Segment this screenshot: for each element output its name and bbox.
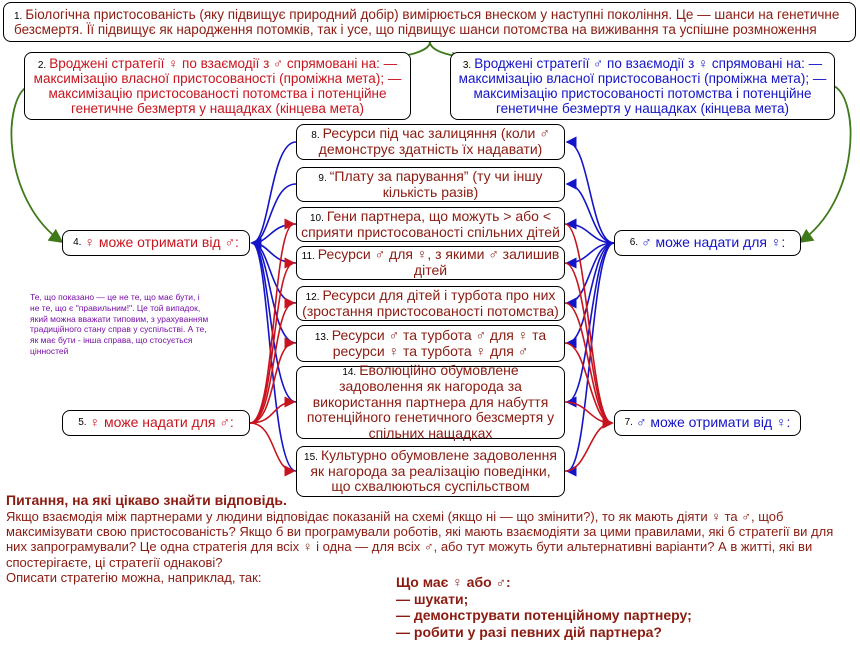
node-label: Вроджені стратегії ♂ по взаємодії з ♀ спрямовані на: — максимізацію власної пристосованості (проміжна мета); — максимізацію пристосованості потомства і потенційне генетичне безмертя у нащадках (кінцева мета) [458, 55, 827, 117]
arrow-mid-to-7 [565, 423, 612, 471]
node-number: 7. [624, 417, 633, 429]
node-number: 3. [462, 59, 472, 71]
node-partner-genes [296, 207, 565, 242]
node-number: 4. [73, 237, 82, 249]
node-mutual-care [296, 325, 565, 362]
node-text [455, 56, 830, 117]
node-child-care [296, 286, 565, 321]
node-label: ♀ може отримати від ♂: [84, 234, 239, 251]
strategy-list [396, 574, 836, 640]
node-label: Вроджені стратегії ♀ по взаємодії з ♂ спрямовані на: — максимізацію власної пристосованості (проміжна мета); — максимізацію пристосованості потомства і потенційне генетичне безмертя у нащадках (кінцева мета) [33, 55, 402, 117]
side-note: Те, що показано — це не те, що має бути, і не те, що є "правильним!". Це той випадок, який можна вважати типовим, з урахуванням традиційного стану справ у суспільстві. А те, як має бути - інша справа, що стосується цінностей [30, 292, 209, 356]
node-cultural-pleasure [296, 446, 565, 497]
node-number: 10. [309, 212, 324, 224]
arrow-6-to-mid [567, 243, 614, 402]
node-number: 1. [14, 10, 23, 22]
node-text [301, 448, 560, 495]
node-mating-payment [296, 167, 565, 202]
node-label: Культурно обумовлене задоволення як нагорода за реалізацію поведінки, що схвалюються суспільством [310, 446, 557, 495]
node-number: 6. [629, 237, 639, 249]
strategy-list-item: — демонструвати потенційному партнеру; [396, 607, 692, 624]
node-label: “Плату за парування” (ту чи іншу кількість разів) [329, 167, 543, 200]
node-label: Гени партнера, що можуть > або < сприяти пристосованості спільних дітей [301, 207, 560, 240]
node-text [301, 169, 560, 200]
questions-section [6, 492, 854, 585]
node-text [301, 247, 560, 278]
strategy-list-title: Що має ♀ або ♂: [396, 574, 511, 590]
node-label: Ресурси ♂ та турбота ♂ для ♀ та ресурси ♀ та турбота ♀ для ♂ [331, 326, 547, 359]
node-male-provides [614, 230, 801, 256]
node-female-provides [62, 410, 250, 436]
questions-body: Якщо взаємодія між партнерами у людини відповідає показаній на схемі (якщо ні — що змінити?), то як мають діяти ♀ та ♂, щоб максимізувати свою пристосованість? Якщо б ви програмували роботів, які мають взаємодіяти за цими правилами, які б стратегії ви для них запрограмували? Це одна стратегія для всіх ♀ і одна — для всіх ♂, або тут можуть бути альтернативні варіанти? А в житті, які ви спостерігаєте, ці стратегії однакові? [6, 508, 834, 570]
node-label: ♂ може надати для ♀: [641, 234, 786, 251]
node-courtship-resources [296, 124, 565, 160]
questions-tail: Описати стратегію можна, наприклад, так: [6, 569, 262, 585]
node-label: Ресурси під час залицяння (коли ♂ демонструє здатність їх надавати) [318, 125, 550, 157]
node-male-strategies [450, 52, 835, 120]
node-number: 11. [301, 251, 315, 263]
node-number: 12. [305, 291, 320, 303]
node-label: Еволюційно обумовлене задоволення як нагорода за використання партнера для набуття потенційного генетичного безсмертя у спільних нащадках [306, 362, 555, 442]
node-text [301, 363, 560, 441]
node-male-receives [614, 410, 801, 436]
node-label: Ресурси ♂ для ♀, з якими ♂ залишив дітей [317, 246, 560, 278]
node-number: 14. [342, 367, 357, 379]
node-fitness-definition [3, 2, 856, 42]
strategy-list-item: — шукати; [396, 590, 469, 607]
arrow-mid-to-7 [565, 343, 612, 423]
node-number: 5. [78, 417, 87, 429]
questions-title: Питання, на які цікаво знайти відповідь. [6, 492, 287, 508]
arrow-6-to-mid [567, 142, 614, 243]
node-number: 9. [318, 172, 327, 184]
node-label: ♀ може надати для ♂: [89, 414, 234, 431]
arrow-6-to-mid [567, 243, 614, 343]
node-resources-for-mother [296, 246, 565, 280]
node-text [301, 126, 560, 157]
arrow-5-to-mid [250, 423, 294, 471]
node-number: 13. [314, 331, 329, 343]
node-female-receives [62, 230, 250, 256]
node-text [29, 56, 406, 117]
arrow-mid-to-4 [252, 184, 296, 243]
strategy-list-item: — робити у разі певних дій партнера? [396, 623, 662, 640]
node-number: 15. [304, 451, 318, 463]
node-female-strategies [24, 52, 411, 120]
node-text [301, 328, 560, 359]
node-label: ♂ може отримати від ♀: [635, 414, 791, 431]
node-number: 2. [37, 59, 47, 71]
node-text [301, 209, 560, 240]
node-text [14, 7, 845, 37]
node-evolutionary-pleasure [296, 362, 565, 442]
node-number: 8. [311, 130, 320, 142]
node-label: Ресурси для дітей і турбота про них (зростання пристосованості потомства) [302, 286, 559, 319]
node-text [301, 288, 560, 319]
node-label: Біологічна пристосованість (яку підвищує природний добір) вимірюється внеском у наступні покоління. Це — шанси на генетичне безсмертя. Її підвищує як народження потомків, так і усе, що підвищує шанси потомства на виживання та успішне розмноження [14, 6, 840, 38]
